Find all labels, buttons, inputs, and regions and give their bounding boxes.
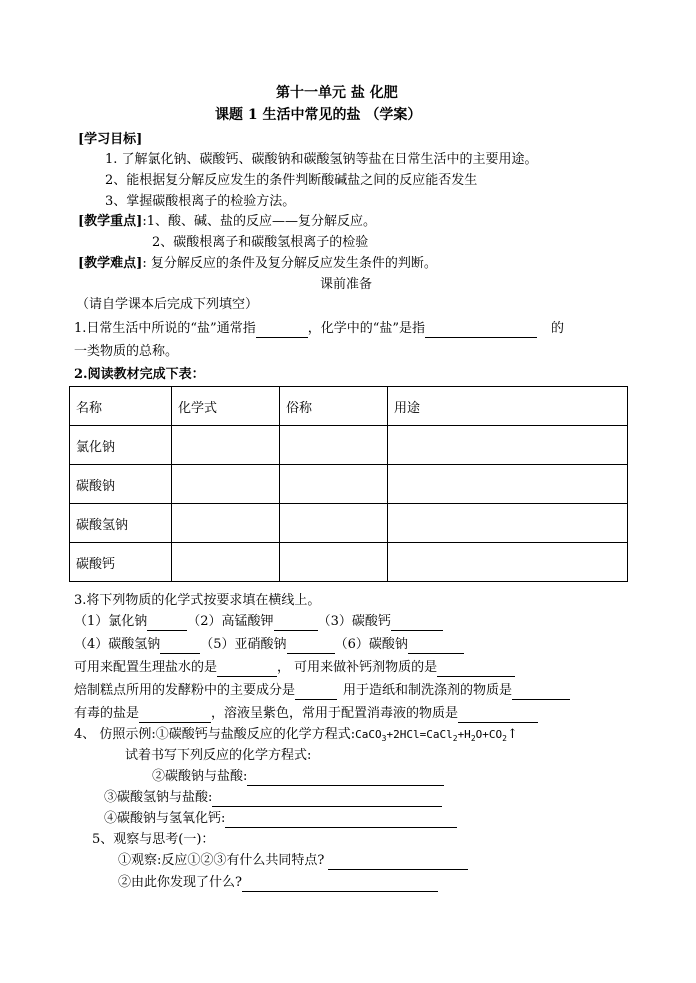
question-3-items-row1 bbox=[74, 613, 443, 631]
question-4-example bbox=[74, 726, 518, 748]
salt-table bbox=[69, 386, 628, 582]
table-cell-name: 碳酸钙 bbox=[70, 543, 172, 582]
q3-item: （1）氯化钠 bbox=[74, 614, 148, 629]
q4-blank[interactable] bbox=[247, 771, 444, 786]
question-3-sentence-2 bbox=[74, 682, 570, 700]
table-cell-blank[interactable] bbox=[280, 465, 388, 504]
q3-blank[interactable] bbox=[217, 662, 277, 677]
table-header-cell: 用途 bbox=[388, 387, 628, 426]
q3-item: （3）碳酸钙 bbox=[317, 614, 391, 629]
table-cell-name: 氯化钠 bbox=[70, 426, 172, 465]
q4-blank[interactable] bbox=[225, 813, 457, 828]
table-cell-blank[interactable] bbox=[280, 543, 388, 582]
q3-blank[interactable] bbox=[391, 616, 443, 631]
q3-blank[interactable] bbox=[458, 708, 538, 723]
q1-blank-1[interactable] bbox=[256, 323, 308, 338]
question-5-heading: 5、观察与思考(一)： bbox=[92, 832, 215, 847]
question-2-heading: 2.阅读教材完成下表： bbox=[74, 367, 205, 382]
q1-blank-2[interactable] bbox=[425, 323, 537, 338]
question-3-sentence-1 bbox=[74, 659, 515, 677]
table-cell-name: 碳酸钠 bbox=[70, 465, 172, 504]
question-5-a bbox=[118, 852, 468, 870]
q4-arrow: ↑ bbox=[506, 727, 518, 742]
key-points-line1: :1、酸、碱、盐的反应——复分解反应。 bbox=[142, 214, 376, 229]
key-points bbox=[78, 213, 376, 231]
q3-item: （4）碳酸氢钠 bbox=[74, 637, 161, 652]
table-row bbox=[70, 543, 628, 582]
q3-blank[interactable] bbox=[274, 616, 318, 631]
table-cell-blank[interactable] bbox=[388, 426, 628, 465]
question-4-reaction-4 bbox=[104, 810, 457, 828]
objectives-heading: [学习目标] bbox=[78, 132, 143, 147]
difficulties bbox=[78, 255, 437, 273]
table-header-row bbox=[70, 387, 628, 426]
objective-item: 3、掌握碳酸根离子的检验方法。 bbox=[105, 194, 296, 209]
q3-blank[interactable] bbox=[160, 639, 200, 654]
preparation-heading: 课前准备 bbox=[320, 277, 373, 292]
table-cell-blank[interactable] bbox=[388, 465, 628, 504]
q4-reaction-label: ④碳酸钠与氢氧化钙: bbox=[104, 811, 226, 826]
q4-reaction-label: ②碳酸钠与盐酸: bbox=[152, 769, 248, 784]
key-points-label: [教学重点] bbox=[78, 214, 143, 229]
q4-equation: $CaCO_3+2HCl=CaCl_2+H_2O+CO_2$ bbox=[355, 728, 507, 744]
unit-title: 第十一单元 盐 化肥 bbox=[276, 85, 398, 101]
table-cell-name: 碳酸氢钠 bbox=[70, 504, 172, 543]
table-cell-blank[interactable] bbox=[172, 465, 280, 504]
q3-blank[interactable] bbox=[147, 616, 187, 631]
table-header-cell: 化学式 bbox=[172, 387, 280, 426]
preparation-note: （请自学课本后完成下列填空） bbox=[76, 297, 259, 312]
q3-blank[interactable] bbox=[295, 685, 337, 700]
question-1-line2: 一类物质的总称。 bbox=[74, 344, 179, 359]
question-1-line1 bbox=[74, 320, 564, 338]
question-3-sentence-3 bbox=[74, 705, 538, 723]
question-3-heading: 3.将下列物质的化学式按要求填在横线上。 bbox=[74, 593, 321, 608]
table-cell-blank[interactable] bbox=[172, 543, 280, 582]
q3-text: ，溶液呈紫色，常用于配置消毒液的物质是 bbox=[211, 706, 459, 721]
question-3-items-row2 bbox=[74, 636, 464, 654]
table-row bbox=[70, 465, 628, 504]
table-cell-blank[interactable] bbox=[280, 426, 388, 465]
q3-blank[interactable] bbox=[287, 639, 335, 654]
q5-blank[interactable] bbox=[328, 855, 468, 870]
q1-text-a: 1.日常生活中所说的“盐”通常指 bbox=[74, 321, 256, 336]
q3-blank[interactable] bbox=[139, 708, 211, 723]
q4-reaction-label: ③碳酸氢钠与盐酸: bbox=[104, 790, 213, 805]
q3-text: 有毒的盐是 bbox=[74, 706, 140, 721]
objective-item: 1. 了解氯化钠、碳酸钙、碳酸钠和碳酸氢钠等盐在日常生活中的主要用途。 bbox=[105, 152, 538, 167]
q3-item: （2）高锰酸钾 bbox=[187, 614, 274, 629]
q3-item: （5）亚硝酸钠 bbox=[200, 637, 287, 652]
q3-blank[interactable] bbox=[512, 685, 570, 700]
q4-label: 4、 仿照示例:①碳酸钙与盐酸反应的化学方程式: bbox=[74, 727, 356, 742]
q5-blank[interactable] bbox=[242, 877, 438, 892]
q1-text-b: ，化学中的“盐”是指 bbox=[307, 321, 425, 336]
question-4-reaction-2 bbox=[152, 768, 444, 786]
q1-text-c: 的 bbox=[551, 321, 565, 336]
table-cell-blank[interactable] bbox=[172, 504, 280, 543]
table-cell-blank[interactable] bbox=[172, 426, 280, 465]
question-4-instruction: 试着书写下列反应的化学方程式: bbox=[125, 748, 312, 763]
objective-item: 2、能根据复分解反应发生的条件判断酸碱盐之间的反应能否发生 bbox=[105, 173, 478, 188]
table-cell-blank[interactable] bbox=[280, 504, 388, 543]
table-cell-blank[interactable] bbox=[388, 543, 628, 582]
key-points-line2: 2、碳酸根离子和碳酸氢根离子的检验 bbox=[152, 235, 369, 250]
lesson-title: 课题 1 生活中常见的盐 （学案） bbox=[215, 107, 422, 123]
q3-blank[interactable] bbox=[437, 662, 515, 677]
table-row bbox=[70, 504, 628, 543]
q5-text: ①观察:反应①②③有什么共同特点? bbox=[118, 853, 329, 868]
q5-text: ②由此你发现了什么? bbox=[118, 875, 242, 890]
difficulties-text: : 复分解反应的条件及复分解反应发生条件的判断。 bbox=[142, 256, 437, 271]
q3-text: 可用来配置生理盐水的是 bbox=[74, 660, 218, 675]
q3-item: （6）碳酸钠 bbox=[334, 637, 408, 652]
table-header-cell: 俗称 bbox=[280, 387, 388, 426]
q3-blank[interactable] bbox=[408, 639, 464, 654]
table-cell-blank[interactable] bbox=[388, 504, 628, 543]
difficulties-label: [教学难点] bbox=[78, 256, 143, 271]
table-header-cell: 名称 bbox=[70, 387, 172, 426]
q3-text: 焙制糕点所用的发酵粉中的主要成分是 bbox=[74, 683, 296, 698]
question-4-reaction-3 bbox=[104, 789, 442, 807]
table-row bbox=[70, 426, 628, 465]
q3-text: ， 可用来做补钙剂物质的是 bbox=[277, 660, 438, 675]
q3-text: 用于造纸和制洗涤剂的物质是 bbox=[343, 683, 513, 698]
q4-blank[interactable] bbox=[212, 792, 442, 807]
question-5-b bbox=[118, 874, 438, 892]
